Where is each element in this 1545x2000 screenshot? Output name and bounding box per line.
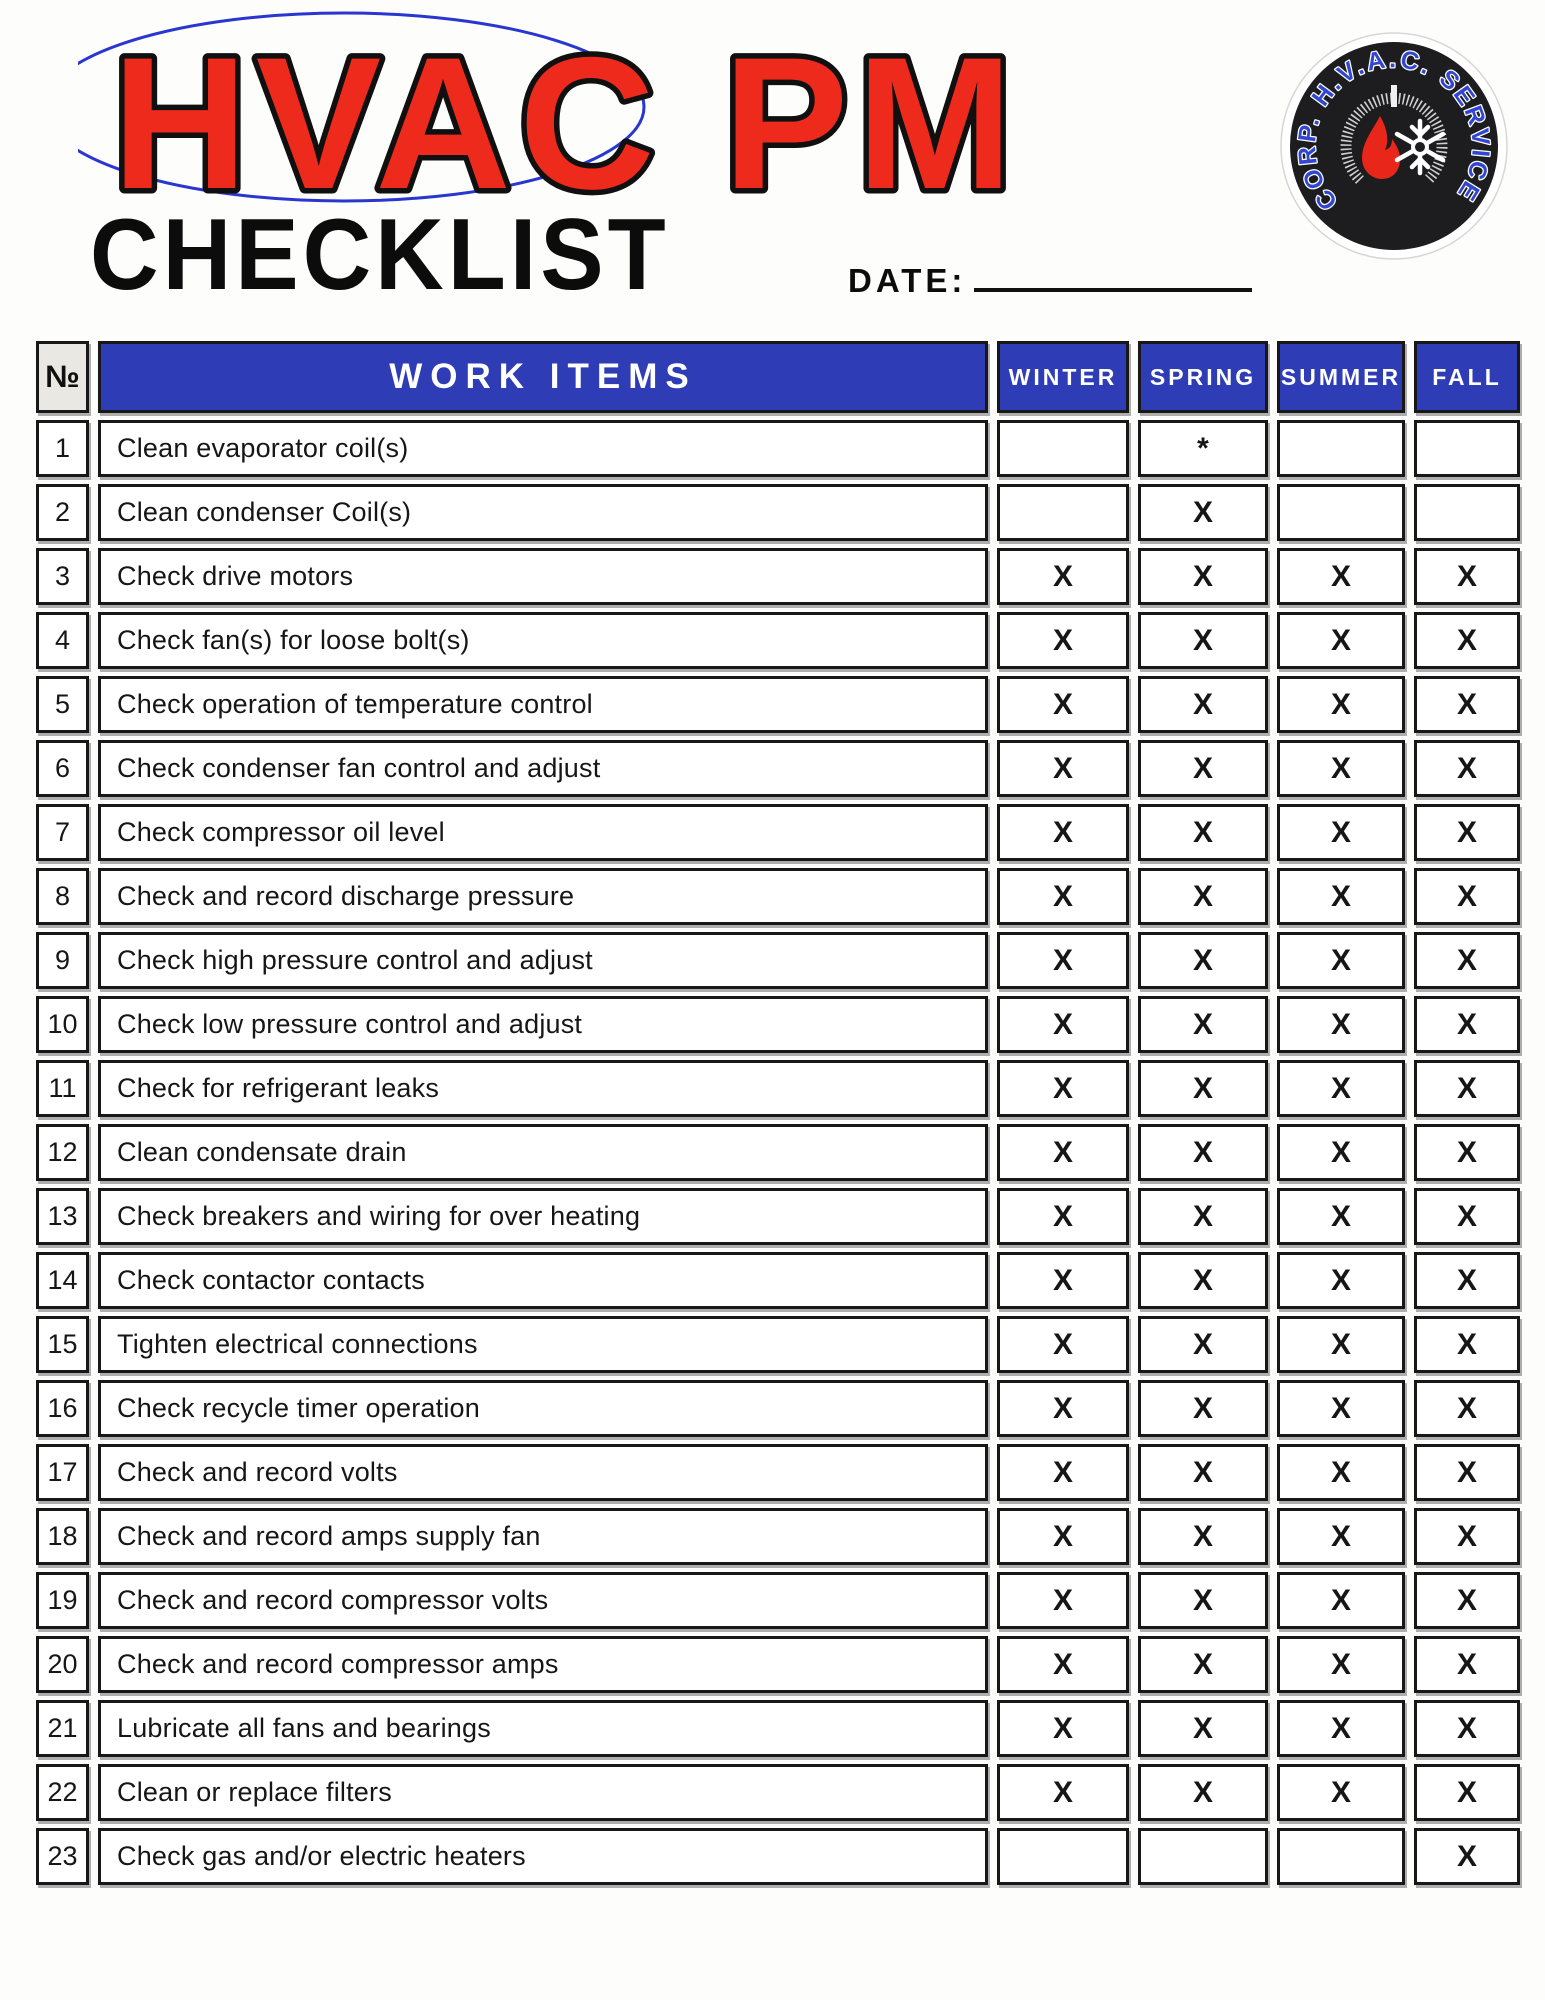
mark-cell-fall[interactable]: X — [1414, 996, 1520, 1053]
row-number: 3 — [36, 548, 89, 605]
mark-cell-fall[interactable]: X — [1414, 868, 1520, 925]
mark-cell-summer[interactable]: X — [1277, 1188, 1405, 1245]
work-item-label: Check and record volts — [98, 1444, 988, 1501]
row-number: 17 — [36, 1444, 89, 1501]
date-fill-in-line[interactable] — [974, 286, 1252, 292]
mark-cell-winter[interactable]: X — [997, 1572, 1129, 1629]
mark-cell-fall[interactable]: X — [1414, 1700, 1520, 1757]
mark-cell-winter[interactable] — [997, 420, 1129, 477]
date-label: DATE: — [848, 262, 967, 299]
mark-cell-summer[interactable]: X — [1277, 932, 1405, 989]
row-number: 19 — [36, 1572, 89, 1629]
mark-cell-fall[interactable]: X — [1414, 740, 1520, 797]
mark-cell-winter[interactable]: X — [997, 1444, 1129, 1501]
row-number: 7 — [36, 804, 89, 861]
mark-cell-summer[interactable]: X — [1277, 740, 1405, 797]
mark-cell-winter[interactable]: X — [997, 996, 1129, 1053]
mark-cell-summer[interactable]: X — [1277, 1572, 1405, 1629]
mark-cell-summer[interactable]: X — [1277, 1380, 1405, 1437]
col-header-winter: WINTER — [997, 341, 1129, 413]
mark-cell-fall[interactable]: X — [1414, 1316, 1520, 1373]
mark-cell-fall[interactable]: X — [1414, 1060, 1520, 1117]
mark-cell-summer[interactable]: X — [1277, 868, 1405, 925]
mark-cell-spring[interactable]: X — [1138, 1188, 1268, 1245]
work-item-label: Clean condenser Coil(s) — [98, 484, 988, 541]
mark-cell-fall[interactable]: X — [1414, 1508, 1520, 1565]
mark-cell-winter[interactable]: X — [997, 932, 1129, 989]
col-header-summer: SUMMER — [1277, 341, 1405, 413]
mark-cell-spring[interactable]: X — [1138, 868, 1268, 925]
mark-cell-winter[interactable]: X — [997, 1636, 1129, 1693]
mark-cell-spring[interactable]: X — [1138, 1252, 1268, 1309]
mark-cell-spring[interactable]: X — [1138, 1380, 1268, 1437]
mark-cell-summer[interactable]: X — [1277, 1124, 1405, 1181]
mark-cell-fall[interactable]: X — [1414, 1188, 1520, 1245]
mark-cell-summer[interactable] — [1277, 1828, 1405, 1885]
mark-cell-winter[interactable]: X — [997, 1124, 1129, 1181]
row-number: 14 — [36, 1252, 89, 1309]
row-number: 22 — [36, 1764, 89, 1821]
mark-cell-fall[interactable]: X — [1414, 1380, 1520, 1437]
row-number: 12 — [36, 1124, 89, 1181]
mark-cell-summer[interactable]: X — [1277, 1700, 1405, 1757]
row-number: 10 — [36, 996, 89, 1053]
mark-cell-fall[interactable]: X — [1414, 932, 1520, 989]
work-item-label: Check breakers and wiring for over heating — [98, 1188, 988, 1245]
mark-cell-fall[interactable]: X — [1414, 1828, 1520, 1885]
logo-snowflake-hub — [1413, 140, 1427, 154]
mark-cell-spring[interactable]: X — [1138, 612, 1268, 669]
mark-cell-winter[interactable]: X — [997, 1252, 1129, 1309]
work-item-label: Check and record compressor amps — [98, 1636, 988, 1693]
row-number: 1 — [36, 420, 89, 477]
mark-cell-fall[interactable]: X — [1414, 612, 1520, 669]
work-item-label: Check and record amps supply fan — [98, 1508, 988, 1565]
page-subtitle: CHECKLIST — [90, 199, 670, 312]
col-header-fall: FALL — [1414, 341, 1520, 413]
row-number: 11 — [36, 1060, 89, 1117]
mark-cell-spring[interactable]: X — [1138, 1316, 1268, 1373]
mark-cell-fall[interactable] — [1414, 484, 1520, 541]
row-number: 6 — [36, 740, 89, 797]
row-number: 15 — [36, 1316, 89, 1373]
mark-cell-summer[interactable]: X — [1277, 1508, 1405, 1565]
mark-cell-fall[interactable]: X — [1414, 1252, 1520, 1309]
work-item-label: Check compressor oil level — [98, 804, 988, 861]
mark-cell-winter[interactable]: X — [997, 740, 1129, 797]
mark-cell-spring[interactable]: X — [1138, 932, 1268, 989]
mark-cell-winter[interactable]: X — [997, 1188, 1129, 1245]
work-item-label: Check operation of temperature control — [98, 676, 988, 733]
work-item-label: Check high pressure control and adjust — [98, 932, 988, 989]
pm-checklist-table — [36, 341, 1520, 1885]
mark-cell-winter[interactable]: X — [997, 804, 1129, 861]
row-number: 9 — [36, 932, 89, 989]
mark-cell-winter[interactable]: X — [997, 1060, 1129, 1117]
mark-cell-summer[interactable] — [1277, 484, 1405, 541]
mark-cell-fall[interactable]: X — [1414, 1636, 1520, 1693]
work-item-label: Check and record compressor volts — [98, 1572, 988, 1629]
row-number: 23 — [36, 1828, 89, 1885]
row-number: 8 — [36, 868, 89, 925]
work-item-label: Check contactor contacts — [98, 1252, 988, 1309]
mark-cell-summer[interactable]: X — [1277, 676, 1405, 733]
work-item-label: Check drive motors — [98, 548, 988, 605]
col-header-spring: SPRING — [1138, 341, 1268, 413]
row-number: 21 — [36, 1700, 89, 1757]
mark-cell-fall[interactable]: X — [1414, 548, 1520, 605]
mark-cell-spring[interactable]: * — [1138, 420, 1268, 477]
mark-cell-spring[interactable]: X — [1138, 1636, 1268, 1693]
mark-cell-winter[interactable]: X — [997, 1508, 1129, 1565]
mark-cell-spring[interactable]: X — [1138, 996, 1268, 1053]
work-item-label: Check condenser fan control and adjust — [98, 740, 988, 797]
mark-cell-spring[interactable]: X — [1138, 676, 1268, 733]
date-row — [848, 262, 1252, 300]
mark-cell-spring[interactable]: X — [1138, 548, 1268, 605]
mark-cell-summer[interactable]: X — [1277, 1060, 1405, 1117]
mark-cell-summer[interactable]: X — [1277, 996, 1405, 1053]
mark-cell-fall[interactable]: X — [1414, 1444, 1520, 1501]
mark-cell-summer[interactable]: X — [1277, 1444, 1405, 1501]
mark-cell-spring[interactable]: X — [1138, 1572, 1268, 1629]
mark-cell-fall[interactable]: X — [1414, 804, 1520, 861]
row-number: 13 — [36, 1188, 89, 1245]
mark-cell-winter[interactable]: X — [997, 1700, 1129, 1757]
mark-cell-summer[interactable]: X — [1277, 1316, 1405, 1373]
work-item-label: Check recycle timer operation — [98, 1380, 988, 1437]
mark-cell-spring[interactable]: X — [1138, 1060, 1268, 1117]
mark-cell-summer[interactable]: X — [1277, 548, 1405, 605]
mark-cell-summer[interactable]: X — [1277, 1636, 1405, 1693]
mark-cell-summer[interactable]: X — [1277, 804, 1405, 861]
mark-cell-spring[interactable]: X — [1138, 1700, 1268, 1757]
mark-cell-spring[interactable]: X — [1138, 1764, 1268, 1821]
mark-cell-spring[interactable]: X — [1138, 484, 1268, 541]
work-item-label: Check low pressure control and adjust — [98, 996, 988, 1053]
mark-cell-spring[interactable]: X — [1138, 1124, 1268, 1181]
page-title: HVAC PM — [112, 18, 1021, 222]
work-item-label: Lubricate all fans and bearings — [98, 1700, 988, 1757]
row-number: 16 — [36, 1380, 89, 1437]
mark-cell-spring[interactable]: X — [1138, 804, 1268, 861]
mark-cell-winter[interactable]: X — [997, 548, 1129, 605]
mark-cell-winter[interactable] — [997, 484, 1129, 541]
mark-cell-spring[interactable]: X — [1138, 740, 1268, 797]
row-number: 20 — [36, 1636, 89, 1693]
page-title-graphic — [78, 8, 1208, 222]
work-item-label: Check gas and/or electric heaters — [98, 1828, 988, 1885]
work-item-label: Tighten electrical connections — [98, 1316, 988, 1373]
company-logo-badge — [1278, 30, 1510, 262]
mark-cell-winter[interactable]: X — [997, 1764, 1129, 1821]
work-item-label: Clean condensate drain — [98, 1124, 988, 1181]
mark-cell-winter[interactable]: X — [997, 1380, 1129, 1437]
row-number: 18 — [36, 1508, 89, 1565]
mark-cell-summer[interactable] — [1277, 420, 1405, 477]
logo-ring-text: CORP. H.V.A.C. SERVICE — [1292, 45, 1496, 216]
mark-cell-winter[interactable]: X — [997, 868, 1129, 925]
mark-cell-winter[interactable] — [997, 1828, 1129, 1885]
mark-cell-fall[interactable]: X — [1414, 1764, 1520, 1821]
mark-cell-summer[interactable]: X — [1277, 612, 1405, 669]
row-number: 2 — [36, 484, 89, 541]
row-number: 5 — [36, 676, 89, 733]
work-item-label: Check for refrigerant leaks — [98, 1060, 988, 1117]
mark-cell-spring[interactable]: X — [1138, 1508, 1268, 1565]
mark-cell-summer[interactable]: X — [1277, 1252, 1405, 1309]
mark-cell-winter[interactable]: X — [997, 612, 1129, 669]
mark-cell-fall[interactable]: X — [1414, 1572, 1520, 1629]
col-header-num: № — [36, 341, 89, 413]
mark-cell-winter[interactable]: X — [997, 676, 1129, 733]
mark-cell-winter[interactable]: X — [997, 1316, 1129, 1373]
mark-cell-summer[interactable]: X — [1277, 1764, 1405, 1821]
col-header-work-items: WORK ITEMS — [98, 341, 988, 413]
work-item-label: Clean or replace filters — [98, 1764, 988, 1821]
work-item-label: Clean evaporator coil(s) — [98, 420, 988, 477]
mark-cell-fall[interactable]: X — [1414, 1124, 1520, 1181]
row-number: 4 — [36, 612, 89, 669]
mark-cell-fall[interactable]: X — [1414, 676, 1520, 733]
work-item-label: Check fan(s) for loose bolt(s) — [98, 612, 988, 669]
work-item-label: Check and record discharge pressure — [98, 868, 988, 925]
mark-cell-spring[interactable]: X — [1138, 1444, 1268, 1501]
mark-cell-spring[interactable] — [1138, 1828, 1268, 1885]
mark-cell-fall[interactable] — [1414, 420, 1520, 477]
